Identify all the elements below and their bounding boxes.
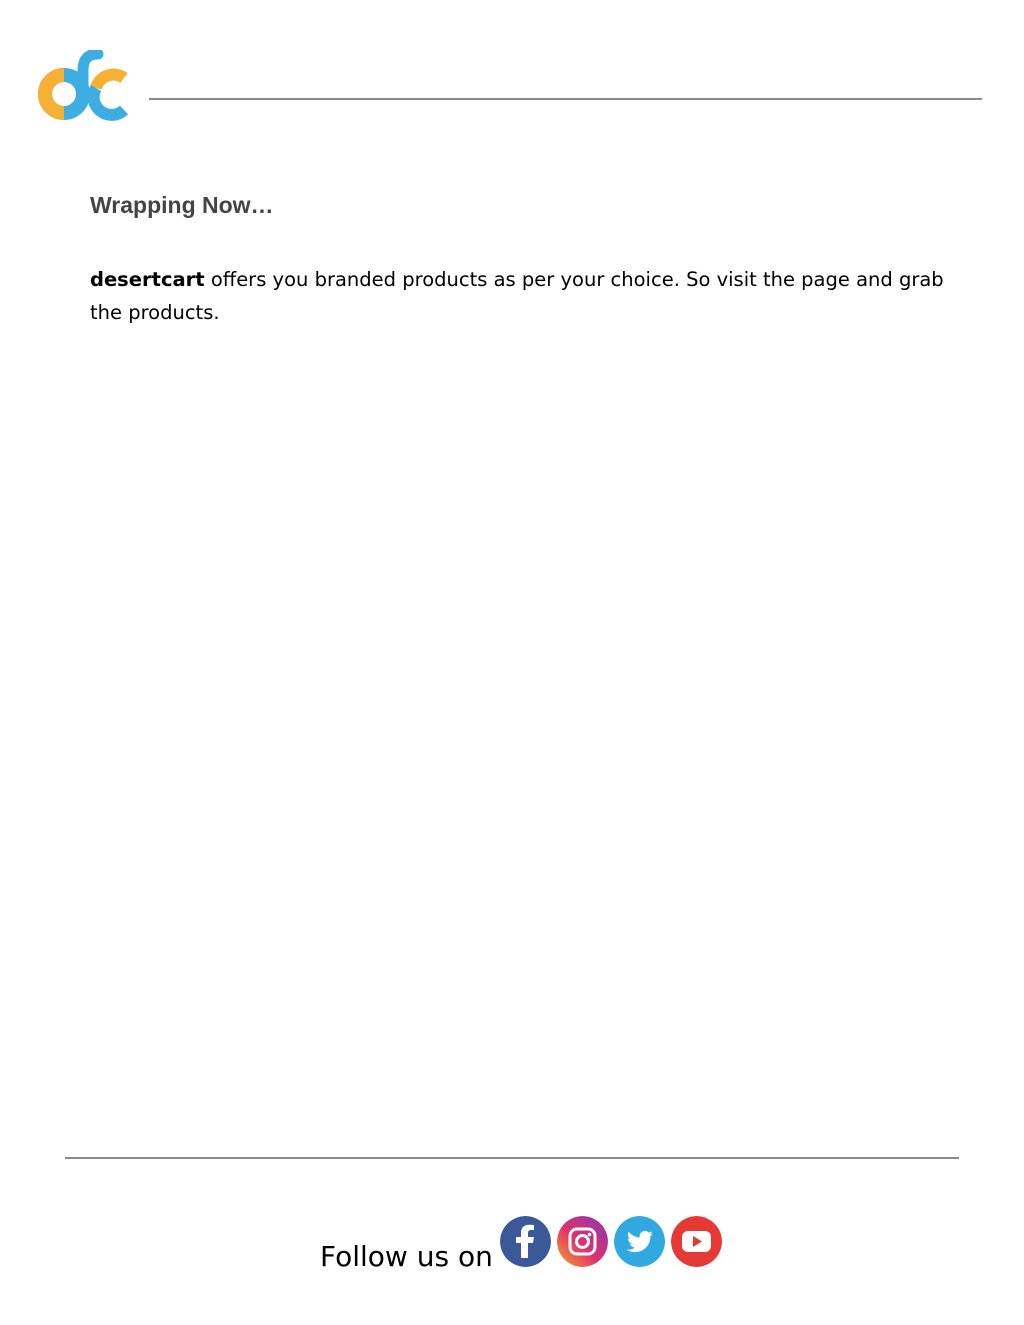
youtube-icon[interactable]	[671, 1216, 722, 1267]
twitter-icon[interactable]	[614, 1216, 665, 1267]
desertcart-logo-icon	[38, 50, 130, 124]
footer-divider	[65, 1157, 959, 1159]
paragraph-text: offers you branded products as per your choice. So visit the page and grab the products.	[90, 268, 944, 324]
follow-us-label: Follow us on	[320, 1240, 493, 1273]
social-links	[500, 1216, 722, 1267]
header-divider	[149, 98, 982, 100]
brand-name: desertcart	[90, 268, 205, 291]
instagram-icon[interactable]	[557, 1216, 608, 1267]
body-paragraph	[90, 263, 950, 329]
facebook-icon[interactable]	[500, 1216, 551, 1267]
section-heading: Wrapping Now…	[90, 192, 274, 218]
